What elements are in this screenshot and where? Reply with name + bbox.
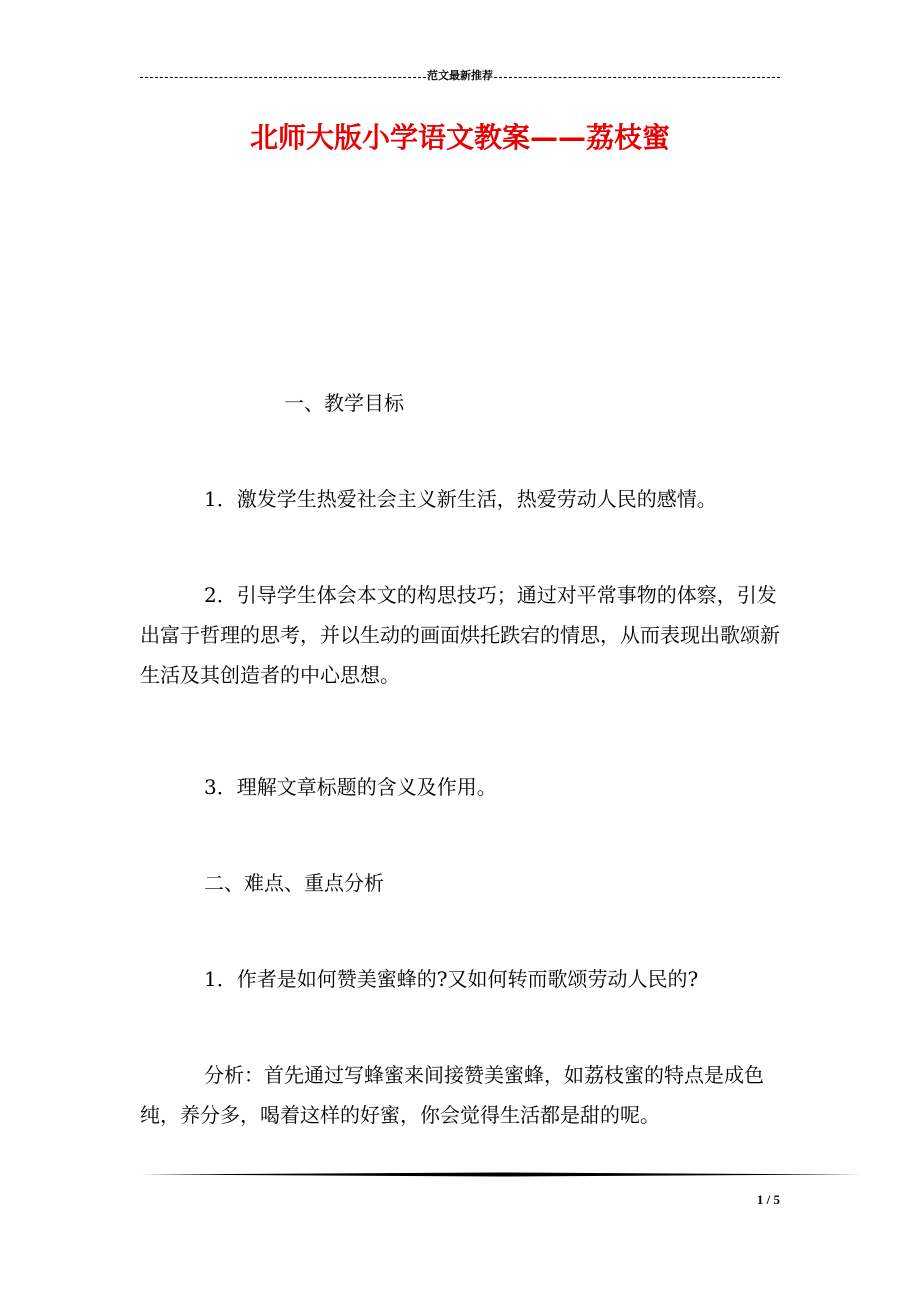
section-heading-objectives: 一、教学目标 xyxy=(284,391,404,415)
document-title: 北师大版小学语文教案——荔枝蜜 xyxy=(249,121,670,154)
section-heading-analysis: 二、难点、重点分析 xyxy=(204,871,384,895)
paragraph-objective-1: 1．激发学生热爱社会主义新生活，热爱劳动人民的感情。 xyxy=(204,487,717,511)
paragraph-objective-3: 3．理解文章标题的含义及作用。 xyxy=(204,775,497,799)
header-label: 范文最新推荐 xyxy=(427,69,493,82)
paragraph-question-1: 1．作者是如何赞美蜜蜂的?又如何转而歌颂劳动人民的? xyxy=(204,967,699,991)
header-rule xyxy=(140,68,780,84)
paragraph-analysis: 分析：首先通过写蜂蜜来间接赞美蜜蜂，如荔枝蜜的特点是成色纯，养分多，喝着这样的好蜜，你会觉得生活都是甜的呢。 xyxy=(140,1063,764,1127)
header-dash-right xyxy=(494,77,780,78)
header-dash-left xyxy=(140,77,426,78)
page-number: 1 / 5 xyxy=(756,1192,780,1207)
footer-divider xyxy=(140,1172,862,1177)
paragraph-objective-2: 2．引导学生体会本文的构思技巧；通过对平常事物的体察，引发出富于哲理的思考，并以生动的画面烘托跌宕的情思，从而表现出歌颂新生活及其创造者的中心思想。 xyxy=(140,583,780,687)
